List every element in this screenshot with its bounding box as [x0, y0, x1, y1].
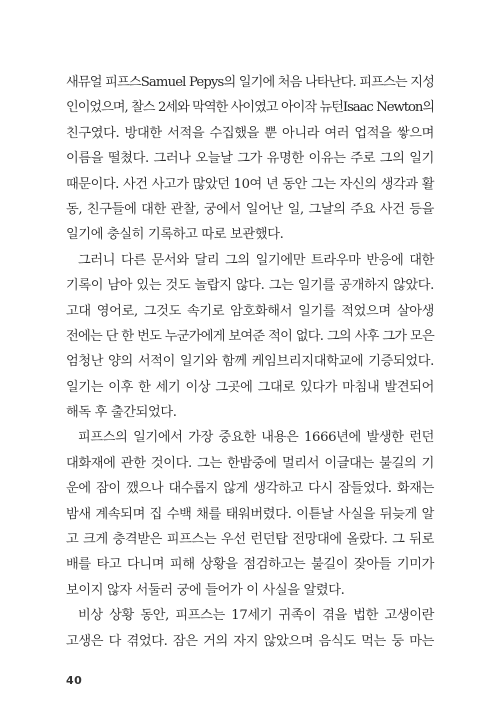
body-text [66, 70, 434, 654]
text-line: 운에 잠이 깼으나 대수롭지 않게 생각하고 다시 잠들었다. 화재는 [66, 481, 434, 497]
text-line: 비상 상황 동안, 피프스는 17세기 귀족이 겪을 법한 고생이란 [78, 608, 434, 624]
page-number: 40 [66, 674, 83, 687]
text-line: 친구였다. 방대한 서적을 수집했을 뿐 아니라 여러 업적을 쌓으며 [66, 125, 434, 141]
text-line: 기록이 남아 있는 것도 놀랍지 않다. 그는 일기를 공개하지 않았다. [66, 278, 434, 294]
text-line: 고 크게 충격받은 피프스는 우선 런던탑 전망대에 올랐다. 그 뒤로 [66, 532, 434, 548]
text-line: 고생은 다 겪었다. 잠은 거의 자지 않았으며 음식도 먹는 둥 마는 [66, 633, 434, 649]
text-line: 전에는 단 한 번도 누군가에게 보여준 적이 없다. 그의 사후 그가 모은 [66, 328, 434, 344]
text-line: 대화재에 관한 것이다. 그는 한밤중에 멀리서 이글대는 불길의 기 [66, 455, 434, 471]
text-line: 그러니 다른 문서와 달리 그의 일기에만 트라우마 반응에 대한 [78, 252, 434, 268]
text-line: 고대 영어로, 그것도 속기로 암호화해서 일기를 적었으며 살아생 [66, 303, 434, 319]
text-line: 배를 타고 다니며 피해 상황을 점검하고는 불길이 잦아들 기미가 [66, 557, 434, 573]
text-line: 엄청난 양의 서적이 일기와 함께 케임브리지대학교에 기증되었다. [66, 354, 434, 370]
text-line: 일기는 이후 한 세기 이상 그곳에 그대로 있다가 마침내 발견되어 [66, 379, 434, 395]
text-line: 인이었으며, 찰스 2세와 막역한 사이였고 아이작 뉴턴Isaac Newton의 [66, 100, 434, 116]
text-line: 피프스의 일기에서 가장 중요한 내용은 1666년에 발생한 런던 [78, 430, 434, 446]
text-line: 해독 후 출간되었다. [66, 405, 177, 421]
text-line: 때문이다. 사건 사고가 많았던 10여 년 동안 그는 자신의 생각과 활 [66, 176, 434, 192]
text-line: 밤새 계속되며 집 수백 채를 태워버렸다. 이튿날 사실을 뒤늦게 알 [66, 506, 434, 522]
text-line: 동, 친구들에 대한 관찰, 궁에서 일어난 일, 그날의 주요 사건 등을 [66, 201, 434, 217]
text-line: 일기에 충실히 기록하고 따로 보관했다. [66, 227, 284, 243]
text-line: 보이지 않자 서둘러 궁에 들어가 이 사실을 알렸다. [66, 582, 345, 598]
text-line: 이름을 떨쳤다. 그러나 오늘날 그가 유명한 이유는 주로 그의 일기 [66, 151, 434, 167]
text-line: 새뮤얼 피프스Samuel Pepys의 일기에 처음 나타난다. 피프스는 지성 [66, 75, 434, 90]
